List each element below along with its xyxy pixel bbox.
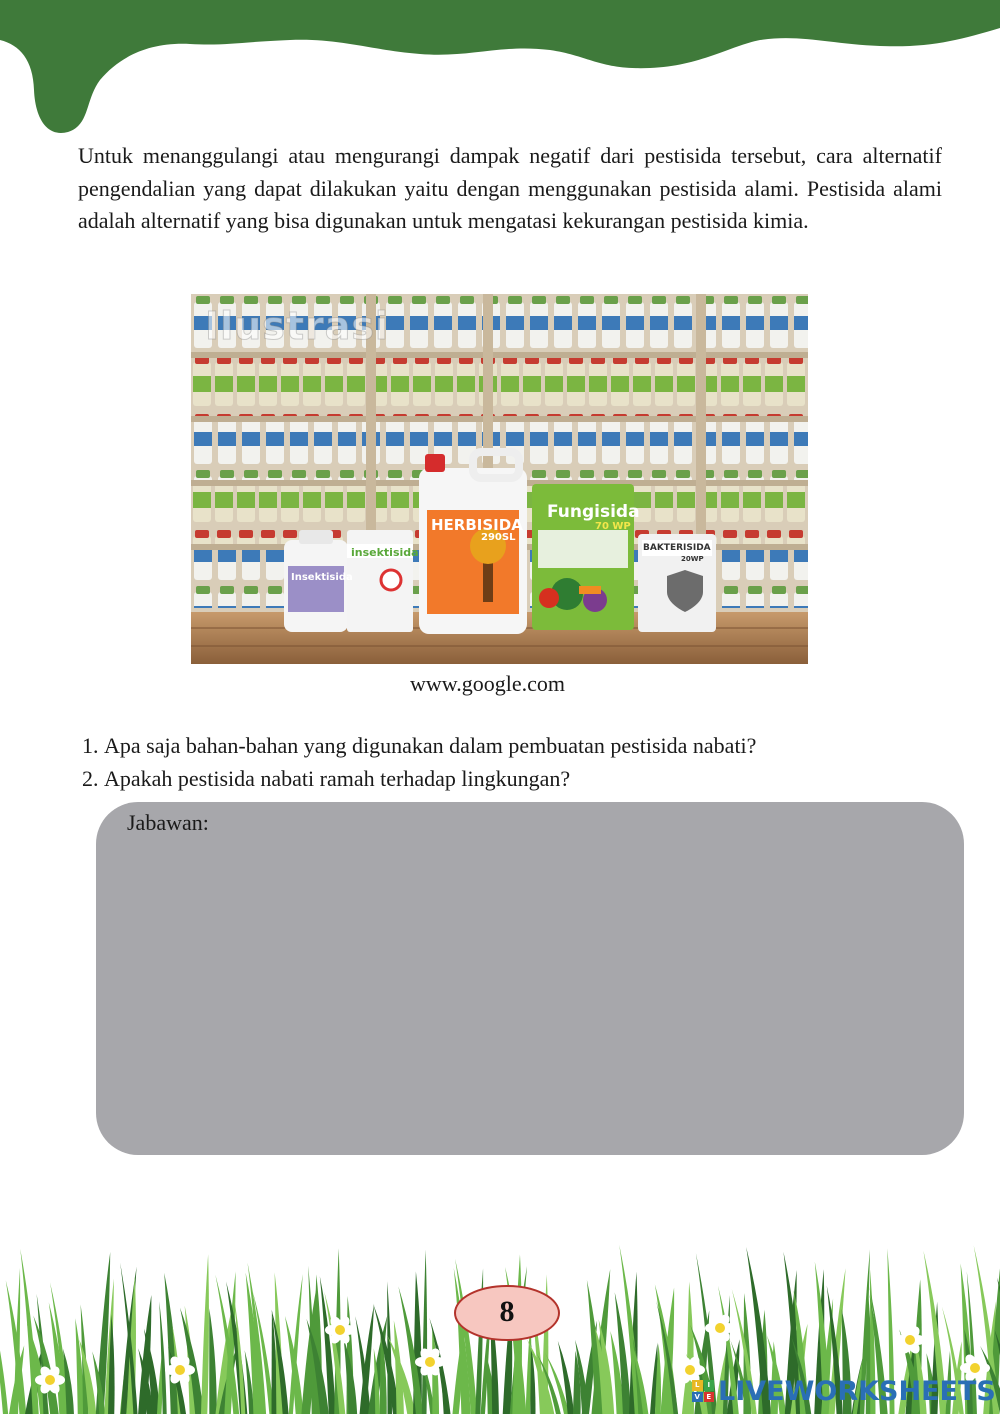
question-text: Apakah pestisida nabati ramah terhadap lingkungan? bbox=[104, 766, 571, 791]
fungisida-sub-label: 70 WP bbox=[595, 521, 631, 532]
grass-blade bbox=[285, 1316, 303, 1414]
top-green-decoration bbox=[0, 0, 1000, 140]
bakterisida-sub-label: 20WP bbox=[681, 555, 704, 563]
question-item bbox=[82, 729, 756, 762]
pesticide-products-image bbox=[191, 294, 808, 664]
shelf-scene bbox=[191, 294, 808, 664]
grass-blade bbox=[209, 1308, 217, 1414]
insektisida-bag-label: insektisida bbox=[351, 546, 419, 559]
bakterisida-label: BAKTERISIDA bbox=[643, 543, 711, 553]
question-list bbox=[82, 729, 756, 795]
page-number: 8 bbox=[499, 1295, 515, 1328]
illustration-watermark-text: Ilustrasi bbox=[205, 304, 390, 348]
answer-box[interactable] bbox=[96, 802, 964, 1155]
herbisida-label: HERBISIDA bbox=[431, 516, 523, 534]
image-caption: www.google.com bbox=[410, 671, 565, 696]
liveworksheets-text: LIVEWORKSHEETS bbox=[718, 1375, 996, 1407]
herbisida-sub-label: 290SL bbox=[481, 532, 516, 543]
grass-blade bbox=[0, 1292, 8, 1414]
question-text: Apa saja bahan-bahan yang digunakan dalam pembuatan pestisida nabati? bbox=[104, 733, 757, 758]
question-item bbox=[82, 762, 756, 795]
liveworksheets-icon: L I V E bbox=[692, 1380, 714, 1402]
grass-blade bbox=[201, 1254, 209, 1414]
fungisida-label: Fungisida bbox=[547, 502, 640, 522]
answer-label: Jabawan: bbox=[127, 810, 209, 835]
page-number-badge bbox=[452, 1283, 562, 1343]
insektisida-bottle-label: Insektisida bbox=[291, 572, 353, 583]
question-number: 1. bbox=[82, 733, 99, 758]
grass-blade bbox=[422, 1250, 427, 1414]
liveworksheets-logo bbox=[692, 1374, 996, 1408]
question-number: 2. bbox=[82, 766, 99, 791]
intro-paragraph: Untuk menanggulangi atau mengurangi dampak negatif dari pestisida tersebut, cara alternatif pengendalian yang dapat dilakukan yaitu dengan menggunakan pestisida alami. Pestisida alami adalah alternatif yang bisa digunakan untuk mengatasi kekurangan pestisida kimia. bbox=[78, 143, 942, 233]
